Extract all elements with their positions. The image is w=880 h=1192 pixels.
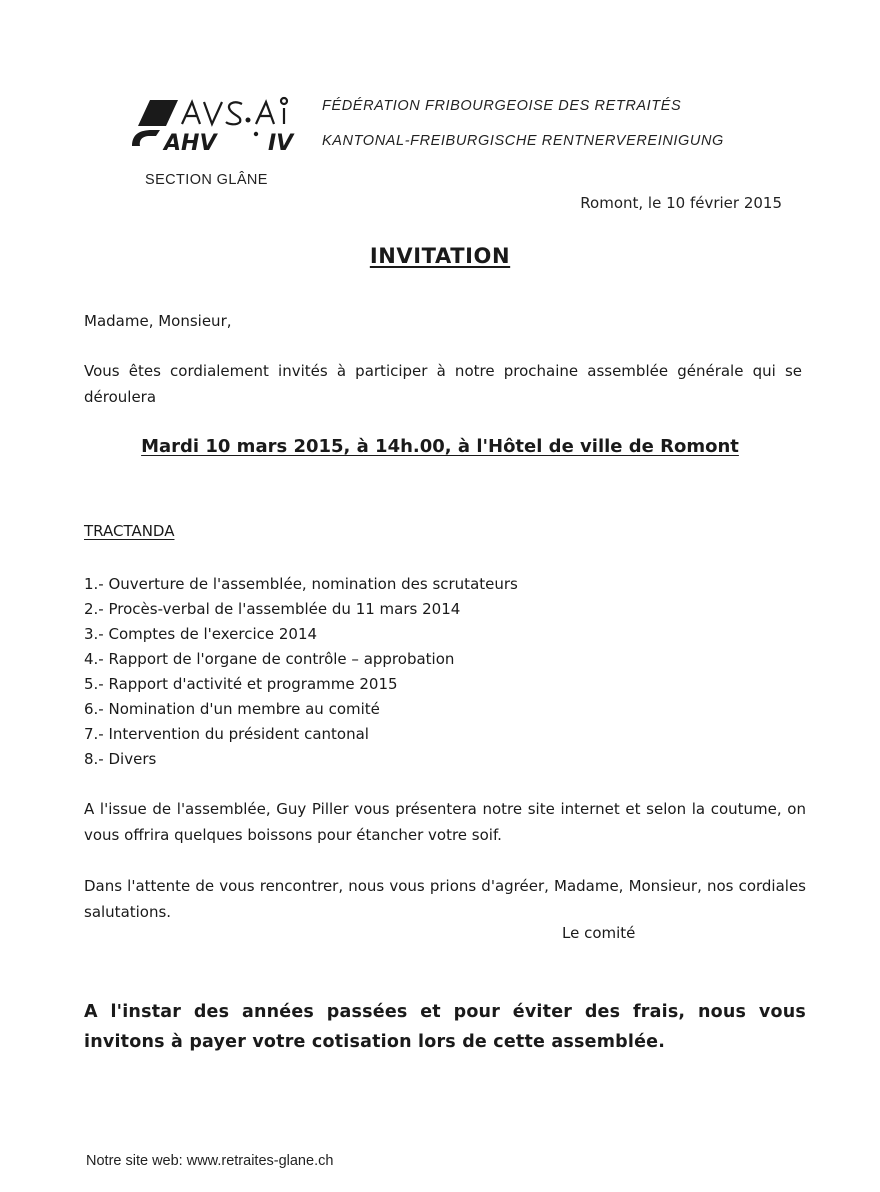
agenda-item: 7.- Intervention du président cantonal: [84, 725, 369, 743]
salutation: Madame, Monsieur,: [84, 312, 232, 330]
agenda-item: 3.- Comptes de l'exercice 2014: [84, 625, 318, 643]
agenda-item: 6.- Nomination d'un membre au comité: [84, 700, 380, 718]
intro-paragraph: Vous êtes cordialement invités à participer à notre prochaine assemblée générale qui se déroulera: [84, 362, 802, 406]
svg-text:IV: IV: [268, 131, 294, 154]
footer-website: Notre site web: www.retraites-glane.ch: [86, 1153, 334, 1169]
letter-date: Romont, le 10 février 2015: [580, 194, 782, 212]
tractanda-heading: TRACTANDA: [84, 522, 175, 540]
agenda-item: 1.- Ouverture de l'assemblée, nomination des scrutateurs: [84, 575, 518, 593]
federation-name-fr: FÉDÉRATION FRIBOURGEOISE DES RETRAITÉS: [322, 98, 682, 114]
agenda-item: 2.- Procès-verbal de l'assemblée du 11 mars 2014: [84, 600, 461, 618]
closing-paragraph-1: A l'issue de l'assemblée, Guy Piller vous présentera notre site internet et selon la coutume, on vous offrira quelques boissons pour étancher votre soif.: [84, 800, 806, 844]
federation-name-de: KANTONAL-FREIBURGISCHE RENTNERVEREINIGUNG: [322, 133, 724, 149]
agenda-item: 4.- Rapport de l'organe de contrôle – approbation: [84, 650, 455, 668]
meeting-details: Mardi 10 mars 2015, à 14h.00, à l'Hôtel de ville de Romont: [141, 436, 739, 457]
avs-ahv-logo: [130, 90, 302, 154]
payment-notice: A l'instar des années passées et pour éviter des frais, nous vous invitons à payer votre cotisation lors de cette assemblée.: [84, 1002, 806, 1052]
svg-text:AHV: AHV: [164, 131, 217, 154]
agenda-item: 8.- Divers: [84, 750, 157, 768]
signature: Le comité: [562, 924, 636, 942]
document-title: INVITATION: [369, 244, 511, 268]
agenda-list: [84, 572, 518, 772]
agenda-item: 5.- Rapport d'activité et programme 2015: [84, 675, 398, 693]
section-name: SECTION GLÂNE: [145, 172, 268, 188]
closing-paragraph-2: Dans l'attente de vous rencontrer, nous vous prions d'agréer, Madame, Monsieur, nos cordiales salutations.: [84, 877, 806, 921]
